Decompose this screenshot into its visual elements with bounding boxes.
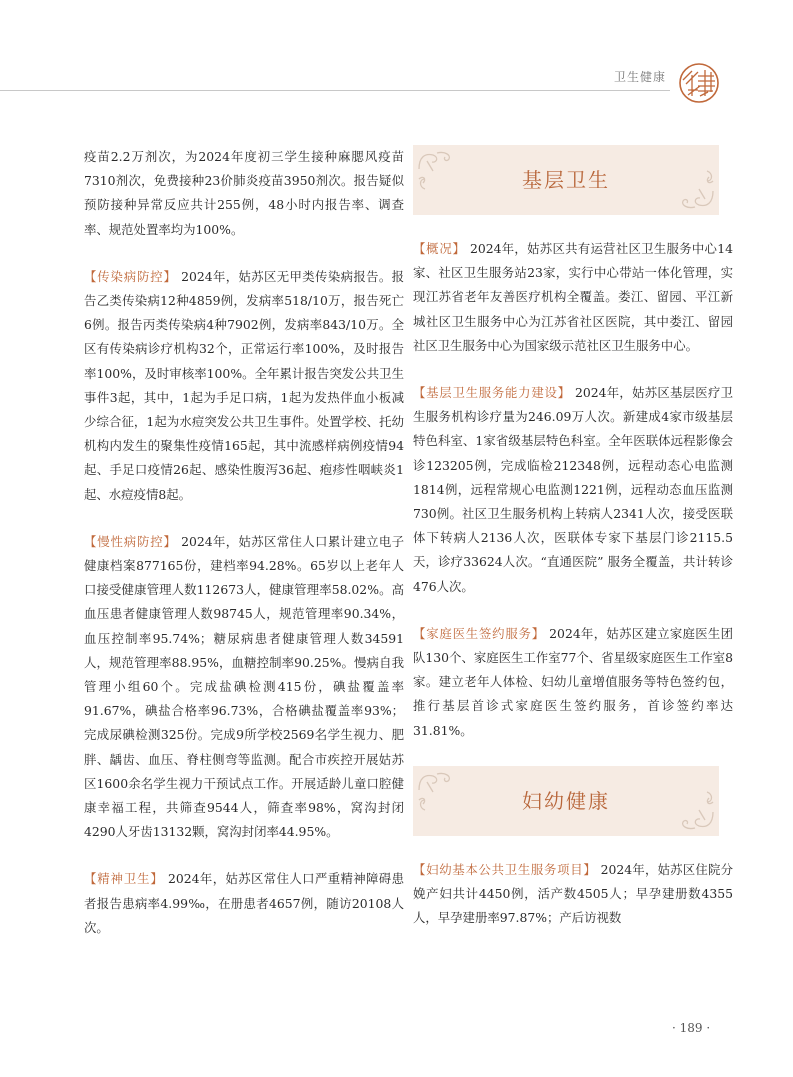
ornament-icon (415, 770, 465, 820)
section-overview (413, 237, 733, 358)
section-communicable-disease (84, 265, 404, 507)
section-lead: 【家庭医生签约服务】 (413, 625, 545, 641)
section-lead: 【传染病防控】 (84, 268, 177, 284)
section-body: 2024年，姑苏区住院分娩产妇共计4450例，活产数4505人；早孕建册数4355人，早孕建册率97.87%；产后访视数 (413, 861, 733, 926)
banner-title: 妇幼健康 (522, 788, 610, 813)
ornament-icon (415, 149, 465, 199)
section-body: 2024年，姑苏区无甲类传染病报告。报告乙类传染病12种4859例，发病率518/10万，报告死亡6例。报告丙类传染病4种7902例，发病率843/10万。全区有传染病诊疗机构32个，正常运行率100%，及时报告率100%，及时审核率100%。全年累计报告突发公共卫生事件3起，其中，1起为手足口病，1起为发热伴血小板减少综合征，1起为水痘突发公共卫生事件。处置学校、托幼机构内发生的聚集性疫情165起，其中流感样病例疫情94起、手足口疫情26起、感染性腹泻36起、疱疹性咽峡炎1起、水痘疫情8起。 (84, 268, 404, 502)
section-capacity-building (413, 381, 733, 599)
banner-title: 基层卫生 (522, 167, 610, 192)
header-rule (0, 90, 670, 91)
section-chronic-disease (84, 530, 404, 845)
section-lead: 【妇幼基本公共卫生服务项目】 (413, 861, 597, 877)
section-lead: 【基层卫生服务能力建设】 (413, 385, 571, 401)
section-lead: 【慢性病防控】 (84, 533, 177, 549)
banner-primary-health (413, 145, 719, 215)
section-mental-health (84, 867, 404, 940)
section-body: 2024年，姑苏区常住人口严重精神障碍患者报告患病率4.99‰，在册患者4657例，随访20108人次。 (84, 871, 404, 935)
intro-paragraph: 疫苗2.2万剂次，为2024年度初三学生接种麻腮风疫苗7310剂次，免费接种23价肺炎疫苗3950剂次。报告疑似预防接种异常反应共计255例，48小时内报告率、调查率、规范处置率均为100%。 (84, 149, 404, 237)
section-maternal-child-services (413, 858, 733, 931)
section-lead: 【精神卫生】 (84, 871, 164, 887)
section-body: 2024年，姑苏区基层医疗卫生服务机构诊疗量为246.09万人次。新建成4家市级基层特色科室、1家省级基层特色科室。全年医联体远程影像会诊123205例，完成临检212348例，远程动态心电监测1814例，远程常规心电监测1221例，远程动态血压监测730例。社区卫生服务机构上转病人2341人次，接受医联体下转病人2136人次，医联体专家下基层门诊2115.5天，诊疗33624人次。“直通医院” 服务全覆盖，共计转诊476人次。 (413, 385, 733, 594)
right-column (413, 145, 733, 953)
section-body: 2024年，姑苏区建立家庭医生团队130个、家庭医生工作室77个、省星级家庭医生工作室8家。建立老年人体检、妇幼儿童增值服务等特色签约包，推行基层首诊式家庭医生签约服务，首诊签约率达31.81%。 (413, 625, 733, 738)
section-family-doctor (413, 622, 733, 743)
page-number: · 189 · (672, 1021, 711, 1035)
seal-logo-icon (678, 62, 720, 104)
section-lead: 【概况】 (413, 241, 466, 256)
section-body: 2024年，姑苏区常住人口累计建立电子健康档案877165份，建档率94.28%。65岁以上老年人口接受健康管理人数112673人，健康管理率58.02%。高血压患者健康管理人数98745人，规范管理率90.34%，血压控制率95.74%；糖尿病患者健康管理人数34591人，规范管理率88.95%，血糖控制率90.25%。慢病自我管理小组60个。完成盐碘检测415份，碘盐覆盖率91.67%，碘盐合格率96.73%，合格碘盐覆盖率93%；完成尿碘检测325份。完成9所学校2569名学生视力、肥胖、龋齿、血压、脊柱侧弯等监测。配合市疾控开展姑苏区1600余名学生视力干预试点工作。开展适龄儿童口腔健康幸福工程，共筛查9544人，筛查率98%，窝沟封闭4290人牙齿13132颗，窝沟封闭率44.95%。 (84, 533, 404, 840)
section-header-title: 卫生健康 (614, 70, 667, 84)
banner-maternal-child-health (413, 766, 719, 836)
ornament-icon (667, 161, 717, 211)
left-column (84, 145, 404, 963)
ornament-icon (667, 782, 717, 832)
section-body: 2024年，姑苏区共有运营社区卫生服务中心14家、社区卫生服务站23家，实行中心带站一体化管理，实现江苏省老年友善医疗机构全覆盖。娄江、留园、平江新城社区卫生服务中心为江苏省社区医院，其中娄江、留园社区卫生服务中心为国家级示范社区卫生服务中心。 (413, 241, 733, 353)
